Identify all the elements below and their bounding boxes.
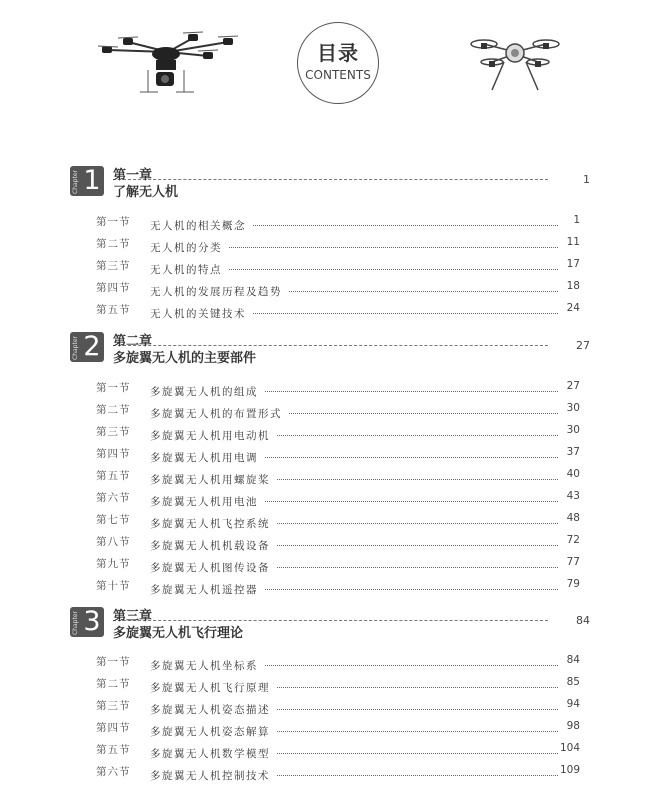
section-number: 第九节 [96, 558, 131, 570]
hexacopter-drone-icon [98, 28, 238, 98]
toc-entry[interactable] [96, 380, 580, 396]
section-page: 77 [566, 556, 580, 568]
toc-entry[interactable] [96, 578, 580, 594]
section-title: 无人机的发展历程及趋势 [150, 286, 282, 298]
toc-entry[interactable] [96, 280, 580, 296]
section-number: 第一节 [96, 382, 131, 394]
section-page: 109 [559, 764, 580, 776]
section-page: 48 [566, 512, 580, 524]
chapter-badge-word: Chapter [72, 611, 79, 635]
section-title: 多旋翼无人机的布置形式 [150, 408, 282, 420]
section-page: 1 [573, 214, 580, 226]
chapter-number: 3 [83, 606, 101, 637]
section-title: 多旋翼无人机用电池 [150, 496, 258, 508]
section-title: 多旋翼无人机坐标系 [150, 660, 258, 672]
section-number: 第三节 [96, 426, 131, 438]
toc-entry[interactable] [96, 534, 580, 550]
section-page: 24 [566, 302, 580, 314]
chapter-heading-2[interactable] [70, 332, 590, 372]
section-number: 第五节 [96, 304, 131, 316]
chapter-page: 84 [576, 614, 590, 627]
toc-entry[interactable] [96, 214, 580, 230]
chapter-title: 了解无人机 [113, 185, 179, 200]
section-title: 多旋翼无人机控制技术 [150, 770, 270, 782]
section-title: 多旋翼无人机图传设备 [150, 562, 270, 574]
chapter-label: 第二章 [113, 334, 153, 349]
section-page: 85 [566, 676, 580, 688]
toc-entry[interactable] [96, 698, 580, 714]
chapter-title: 多旋翼无人机飞行理论 [113, 626, 244, 641]
toc-entry[interactable] [96, 446, 580, 462]
section-page: 30 [566, 424, 580, 436]
section-page: 17 [566, 258, 580, 270]
section-page: 104 [559, 742, 580, 754]
toc-entry[interactable] [96, 424, 580, 440]
toc-entry[interactable] [96, 676, 580, 692]
section-title: 无人机的相关概念 [150, 220, 246, 232]
section-title: 多旋翼无人机的组成 [150, 386, 258, 398]
section-number: 第二节 [96, 678, 131, 690]
section-number: 第二节 [96, 404, 131, 416]
chapter-leader-line [113, 620, 548, 621]
chapter-heading-3[interactable] [70, 607, 590, 647]
section-number: 第三节 [96, 260, 131, 272]
chapter-badge [70, 332, 104, 362]
section-number: 第一节 [96, 216, 131, 228]
quadcopter-drone-icon [470, 28, 560, 94]
chapter-badge-word: Chapter [72, 170, 79, 194]
toc-entry[interactable] [96, 468, 580, 484]
section-number: 第四节 [96, 722, 131, 734]
toc-entry[interactable] [96, 258, 580, 274]
section-title: 无人机的分类 [150, 242, 222, 254]
toc-entry[interactable] [96, 654, 580, 670]
section-number: 第三节 [96, 700, 131, 712]
toc-entry[interactable] [96, 490, 580, 506]
section-title: 无人机的关键技术 [150, 308, 246, 320]
chapter-page: 27 [576, 339, 590, 352]
section-number: 第十节 [96, 580, 131, 592]
section-title: 多旋翼无人机姿态解算 [150, 726, 270, 738]
section-title: 多旋翼无人机飞控系统 [150, 518, 270, 530]
section-page: 79 [566, 578, 580, 590]
section-page: 72 [566, 534, 580, 546]
chapter-badge [70, 166, 104, 196]
section-title: 多旋翼无人机机载设备 [150, 540, 270, 552]
contents-title-cn: 目录 [317, 41, 359, 65]
section-title: 多旋翼无人机数学模型 [150, 748, 270, 760]
section-number: 第二节 [96, 238, 131, 250]
section-number: 第一节 [96, 656, 131, 668]
chapter-leader-line [113, 179, 548, 180]
chapter-heading-1[interactable] [70, 166, 590, 206]
section-page: 84 [566, 654, 580, 666]
toc-entry[interactable] [96, 742, 580, 758]
section-number: 第五节 [96, 470, 131, 482]
section-page: 37 [566, 446, 580, 458]
toc-entry[interactable] [96, 402, 580, 418]
section-page: 94 [566, 698, 580, 710]
section-number: 第六节 [96, 492, 131, 504]
chapter-number: 2 [83, 331, 101, 362]
section-number: 第七节 [96, 514, 131, 526]
section-title: 多旋翼无人机姿态描述 [150, 704, 270, 716]
section-number: 第四节 [96, 448, 131, 460]
toc-entry[interactable] [96, 512, 580, 528]
section-page: 30 [566, 402, 580, 414]
toc-entry[interactable] [96, 764, 580, 780]
section-page: 27 [566, 380, 580, 392]
section-title: 无人机的特点 [150, 264, 222, 276]
page-header [0, 0, 650, 120]
chapter-title: 多旋翼无人机的主要部件 [113, 351, 257, 366]
toc-entry[interactable] [96, 236, 580, 252]
section-title: 多旋翼无人机用电调 [150, 452, 258, 464]
contents-title-circle [297, 22, 379, 104]
section-page: 40 [566, 468, 580, 480]
contents-title-en: CONTENTS [305, 68, 371, 82]
section-page: 11 [566, 236, 580, 248]
chapter-label: 第三章 [113, 609, 153, 624]
section-title: 多旋翼无人机用电动机 [150, 430, 270, 442]
section-page: 18 [566, 280, 580, 292]
toc-entry[interactable] [96, 556, 580, 572]
section-number: 第六节 [96, 766, 131, 778]
section-title: 多旋翼无人机遥控器 [150, 584, 258, 596]
section-number: 第四节 [96, 282, 131, 294]
toc-entry[interactable] [96, 302, 580, 318]
chapter-number: 1 [83, 165, 101, 196]
chapter-leader-line [113, 345, 548, 346]
section-page: 98 [566, 720, 580, 732]
section-number: 第五节 [96, 744, 131, 756]
chapter-page: 1 [583, 173, 590, 186]
section-number: 第八节 [96, 536, 131, 548]
section-title: 多旋翼无人机用螺旋桨 [150, 474, 270, 486]
chapter-badge-word: Chapter [72, 336, 79, 360]
section-page: 43 [566, 490, 580, 502]
chapter-badge [70, 607, 104, 637]
section-title: 多旋翼无人机飞行原理 [150, 682, 270, 694]
toc-entry[interactable] [96, 720, 580, 736]
chapter-label: 第一章 [113, 168, 153, 183]
